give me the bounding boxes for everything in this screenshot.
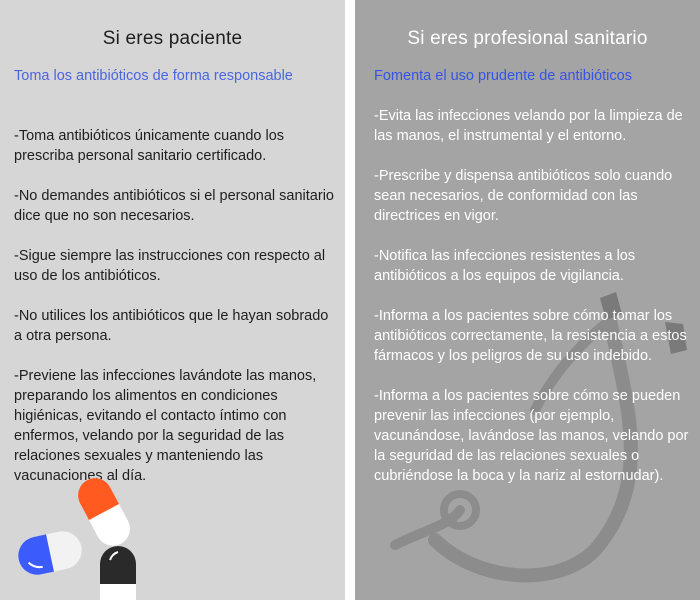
patient-panel (0, 0, 345, 600)
capsule-pill-icon (0, 470, 345, 600)
list-item: -No utilices los antibióticos que le hayan sobrado a otra persona. (14, 308, 329, 344)
patient-list (14, 126, 339, 506)
professional-panel (355, 0, 700, 600)
professional-subtitle: Fomenta el uso prudente de antibióticos (374, 68, 632, 84)
list-item: -Notifica las infecciones resistentes a los antibióticos a los equipos de vigilancia. (374, 248, 636, 284)
professional-title: Si eres profesional sanitario (407, 28, 648, 49)
list-item: -Sigue siempre las instrucciones con respecto al uso de los antibióticos. (14, 248, 326, 284)
professional-list (374, 106, 696, 506)
list-item: -No demandes antibióticos si el personal sanitario dice que no son necesarios. (14, 188, 334, 224)
list-item: -Previene las infecciones lavándote las manos, preparando los alimentos en condiciones higiénicas, evitando el contacto íntimo con enfermos, velando por la seguridad de las relaciones sexuales y manteniendo las vacunaciones al día. (14, 368, 317, 484)
list-item: -Informa a los pacientes sobre cómo se pueden prevenir las infecciones (por ejemplo, vacunándose, lavándose las manos, velando por la seguridad de las relaciones sexuales o cubriéndose la boca y la nariz al estornudar). (374, 388, 689, 484)
list-item: -Informa a los pacientes sobre cómo tomar los antibióticos correctamente, la resistencia a estos fármacos y los peligros de su uso indebido. (374, 308, 687, 364)
patient-subtitle: Toma los antibióticos de forma responsable (14, 68, 293, 84)
patient-title: Si eres paciente (102, 28, 243, 49)
list-item: -Prescribe y dispensa antibióticos solo cuando sean necesarios, de conformidad con las directrices en vigor. (374, 168, 673, 224)
list-item: -Toma antibióticos únicamente cuando los prescriba personal sanitario certificado. (14, 128, 285, 164)
list-item: -Evita las infecciones velando por la limpieza de las manos, el instrumental y el entorno. (374, 108, 683, 144)
